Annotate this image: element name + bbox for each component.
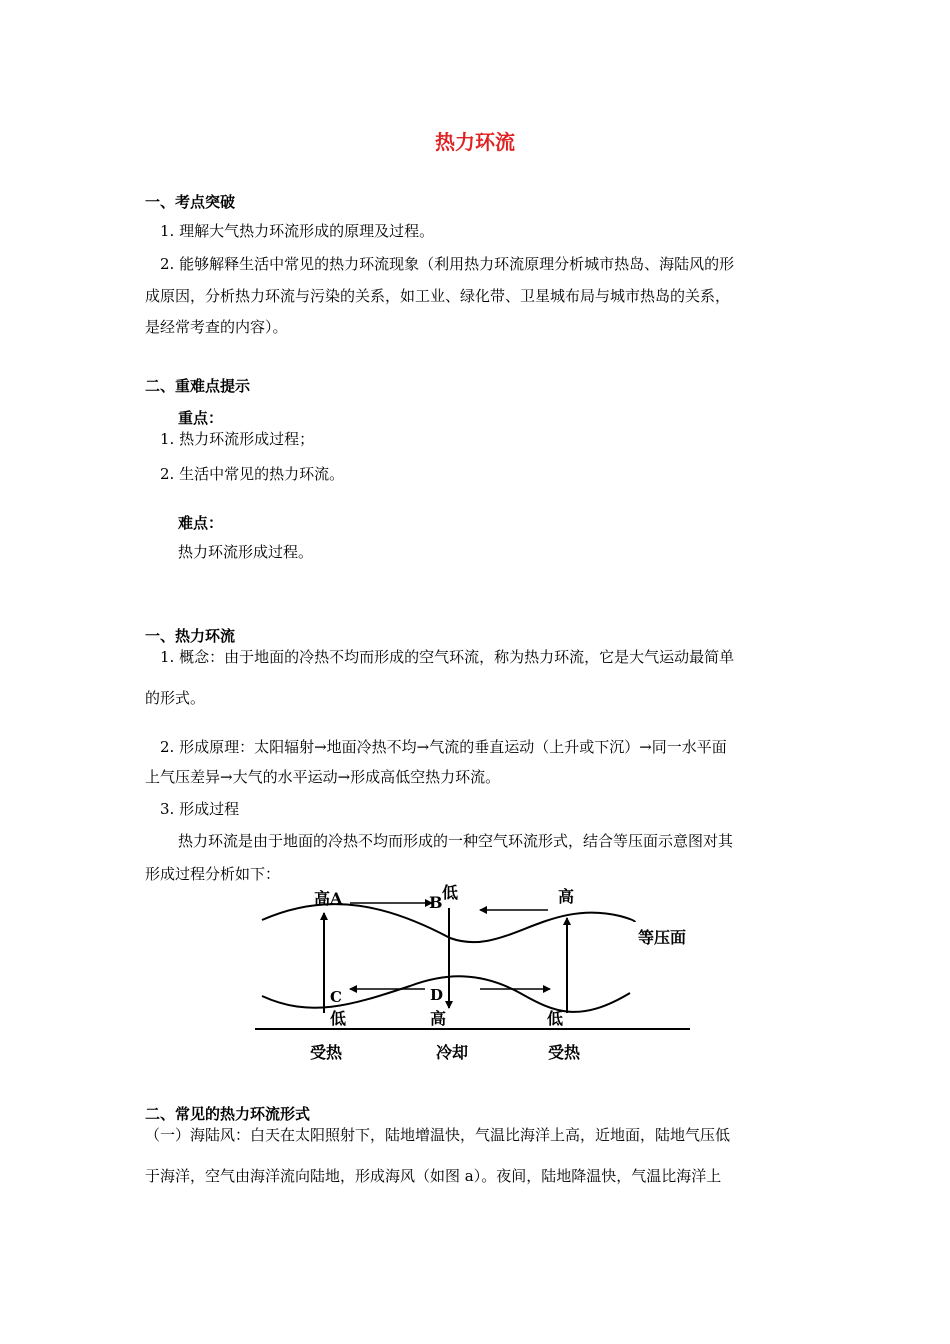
isobar-diagram — [250, 878, 700, 1073]
process-paragraph-line-2: 形成过程分析如下： — [145, 865, 281, 883]
section-heading-thermal-circulation: 一、热力环流 — [145, 627, 236, 645]
difficult-point-1: 热力环流形成过程。 — [178, 543, 314, 561]
concept-line-1: 1. 概念：由于地面的冷热不均而形成的空气环流，称为热力环流，它是大气运动最简单 — [160, 648, 735, 666]
process-heading: 3. 形成过程 — [160, 800, 240, 818]
principle-line-2: 上气压差异→大气的水平运动→形成高低空热力环流。 — [145, 768, 501, 786]
sea-land-breeze-line-1: （一）海陆风：白天在太阳照射下，陆地增温快，气温比海洋上高，近地面，陆地气压低 — [145, 1126, 731, 1144]
exam-point-2-line-2: 成原因，分析热力环流与污染的关系，如工业、绿化带、卫星城布局与城市热岛的关系， — [145, 287, 731, 305]
lower-isobar-line — [262, 976, 630, 1012]
exam-point-2-line-1: 2. 能够解释生活中常见的热力环流现象（利用热力环流原理分析城市热岛、海陆风的形 — [160, 255, 735, 273]
label-high-bottom-mid: 高 — [430, 1009, 447, 1028]
label-b: B — [429, 893, 443, 912]
concept-line-2: 的形式。 — [145, 689, 206, 707]
label-d: D — [430, 986, 444, 1004]
label-isobar: 等压面 — [638, 928, 687, 947]
exam-point-2-line-3: 是经常考查的内容）。 — [145, 318, 288, 336]
label-low-bottom-left: 低 — [330, 1009, 347, 1028]
label-cooled-mid: 冷却 — [436, 1043, 469, 1062]
label-high-top-right: 高 — [558, 887, 575, 906]
key-point-2: 2. 生活中常见的热力环流。 — [160, 465, 345, 483]
page-title: 热力环流 — [435, 130, 515, 154]
label-heated-left: 受热 — [310, 1043, 343, 1062]
label-low-bottom-right: 低 — [547, 1009, 564, 1028]
label-low-top: 低 — [442, 883, 459, 902]
section-heading-exam-points: 一、考点突破 — [145, 193, 236, 211]
section-heading-common-forms: 二、常见的热力环流形式 — [145, 1105, 311, 1123]
exam-point-1: 1. 理解大气热力环流形成的原理及过程。 — [160, 222, 435, 240]
label-heated-right: 受热 — [548, 1043, 581, 1062]
sea-land-breeze-line-2: 于海洋，空气由海洋流向陆地，形成海风（如图 a）。夜间，陆地降温快，气温比海洋上 — [145, 1167, 722, 1185]
process-paragraph-line-1: 热力环流是由于地面的冷热不均而形成的一种空气环流形式，结合等压面示意图对其 — [178, 832, 734, 850]
label-high-a: 高A — [314, 889, 343, 908]
key-points-label: 重点： — [178, 409, 224, 427]
difficult-points-label: 难点： — [178, 514, 224, 532]
principle-line-1: 2. 形成原理：太阳辐射→地面冷热不均→气流的垂直运动（上升或下沉）→同一水平面 — [160, 738, 727, 756]
section-heading-key-difficult: 二、重难点提示 — [145, 377, 251, 395]
key-point-1: 1. 热力环流形成过程； — [160, 430, 315, 448]
label-c: C — [330, 988, 342, 1006]
